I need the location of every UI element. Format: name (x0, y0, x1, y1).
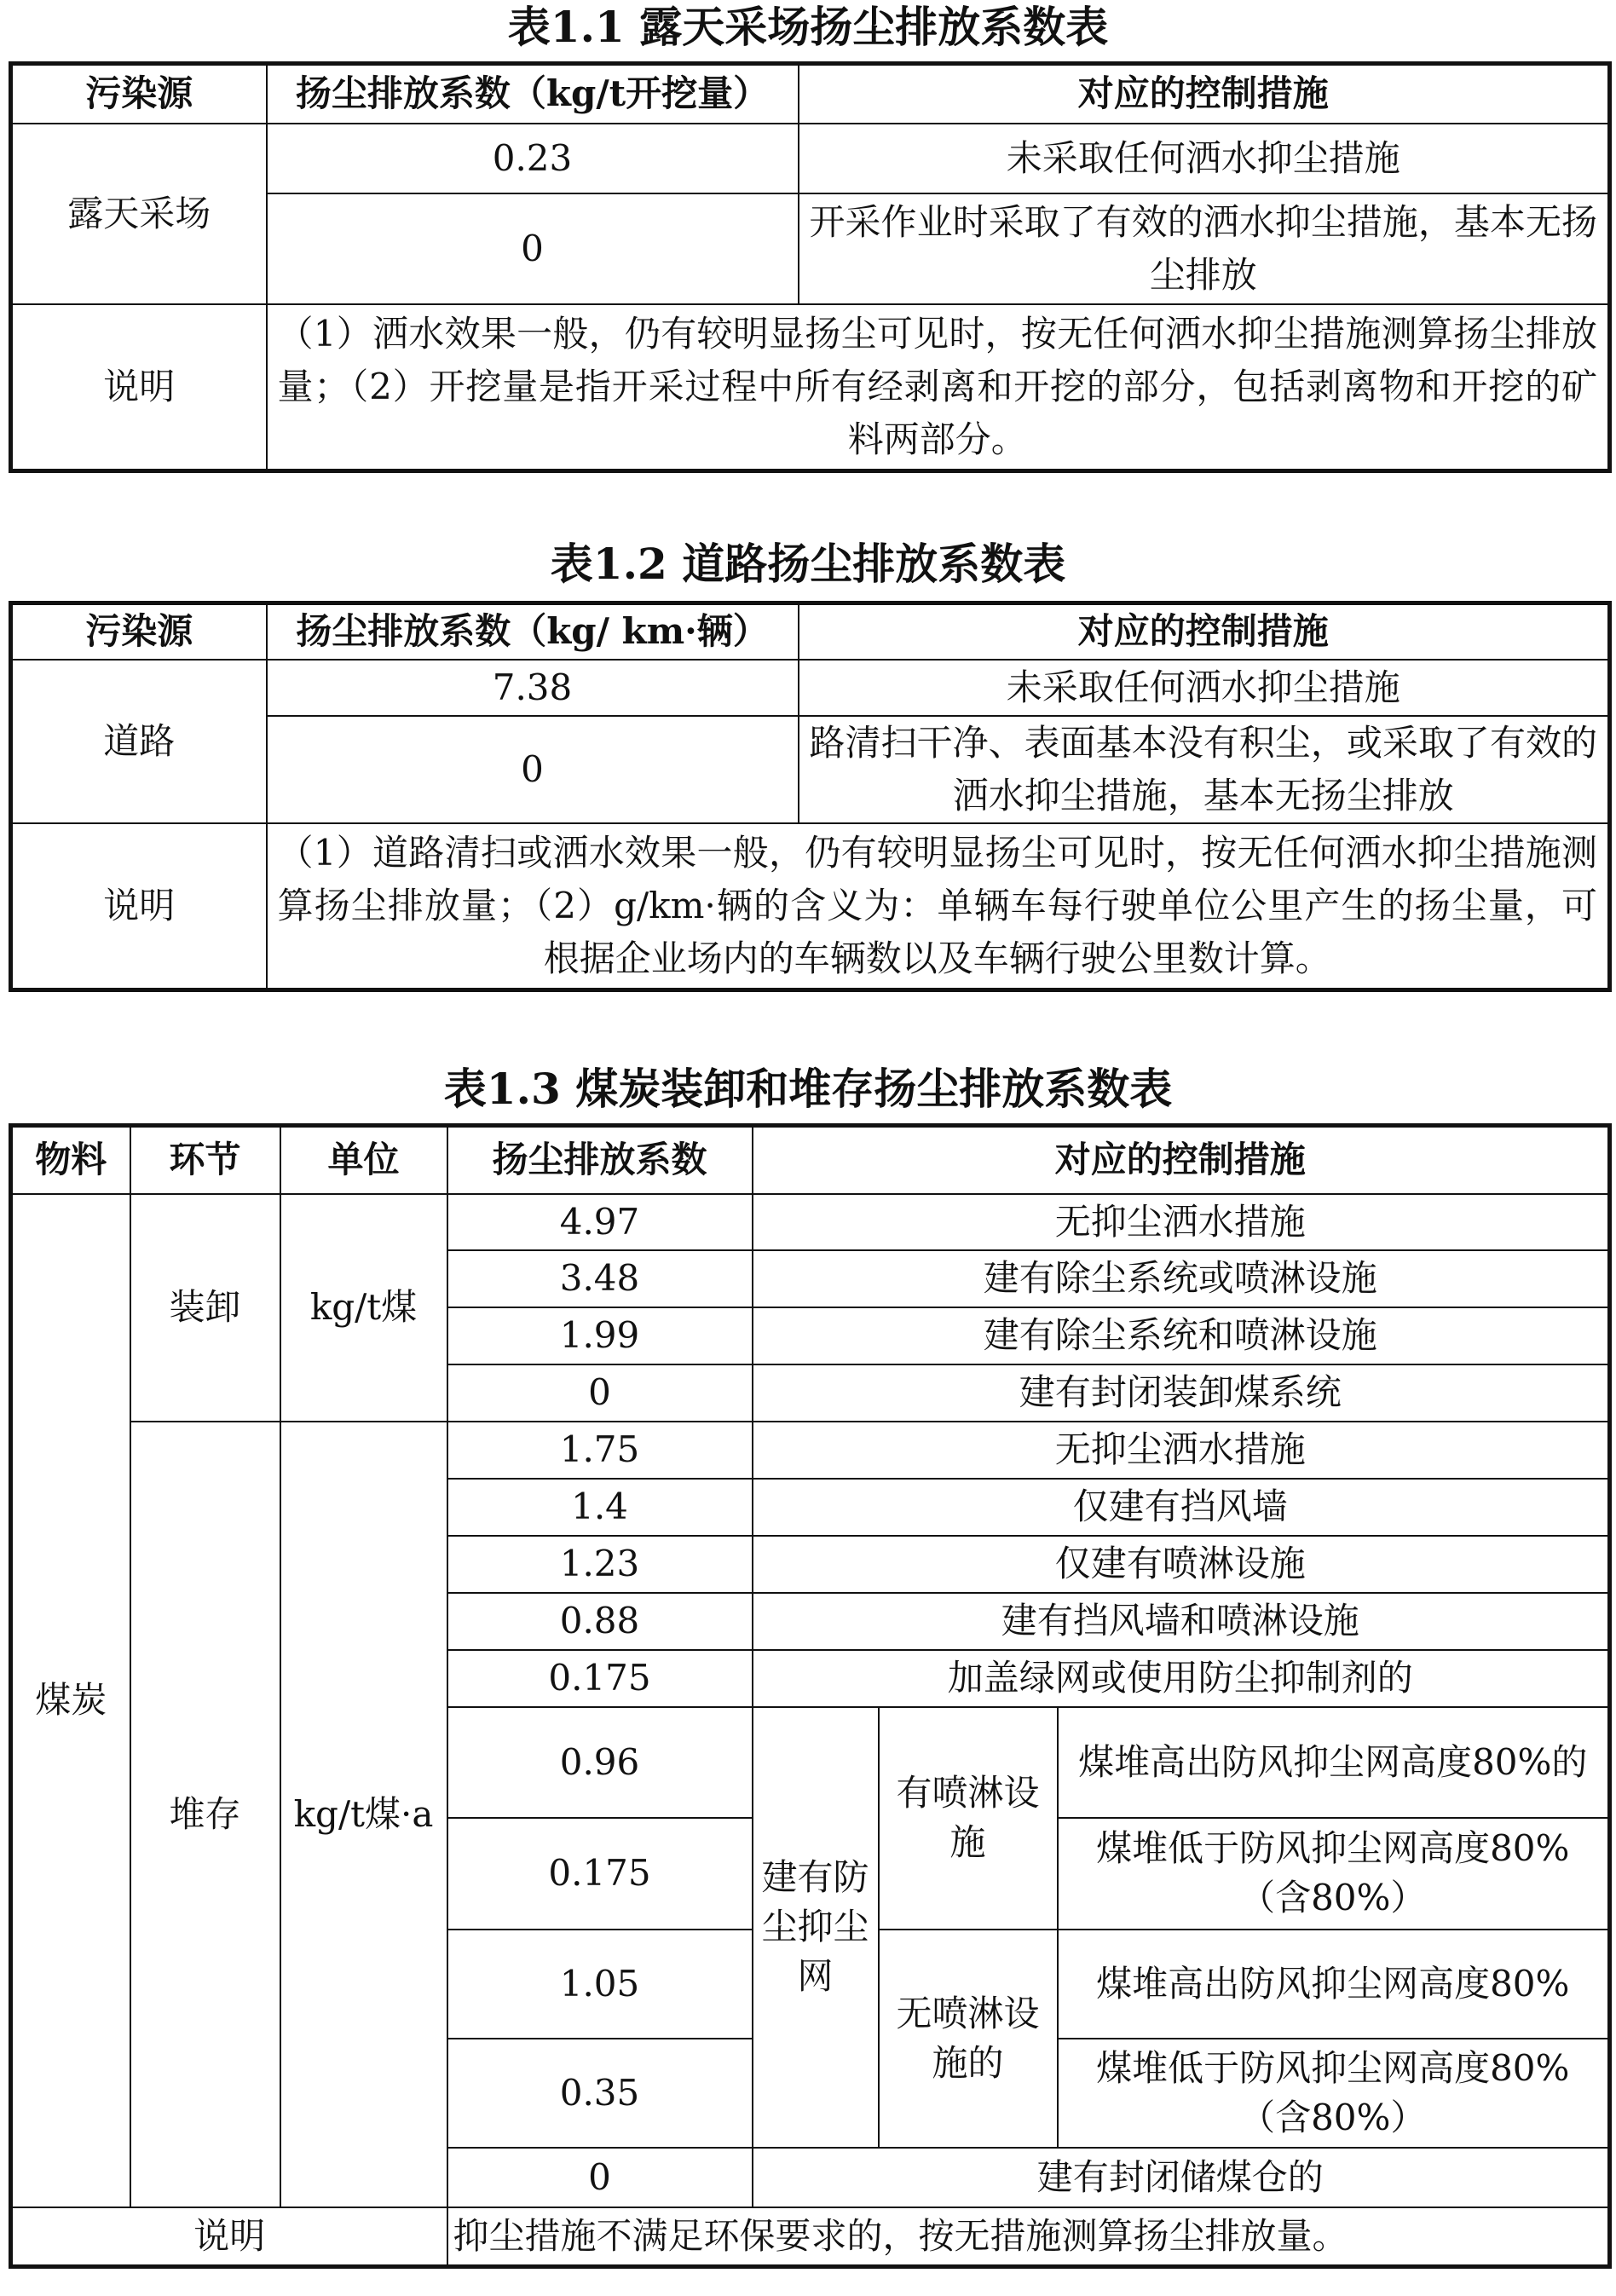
table2-value: 0 (267, 716, 799, 823)
table3-measure: 仅建有挡风墙 (753, 1479, 1610, 1536)
table3-net-label: 建有防尘抑尘网 (753, 1707, 879, 2148)
table2-note: （1）道路清扫或洒水效果一般，仍有较明显扬尘可见时，按无任何洒水抑尘措施测算扬尘排放量；（2）g/km·辆的含义为：单辆车每行驶单位公里产生的扬尘量，可根据企业场内的车辆数以及车辆行驶公里数计算。 (267, 823, 1610, 990)
table2-note-label: 说明 (11, 823, 267, 990)
table3-measure: 建有除尘系统和喷淋设施 (753, 1307, 1610, 1364)
table3-value: 0.96 (447, 1707, 753, 1818)
table3-unit-storage: kg/t煤·a (280, 1422, 447, 2207)
table3-measure: 无抑尘洒水措施 (753, 1422, 1610, 1479)
table3-value: 0.35 (447, 2039, 753, 2148)
table2 (9, 601, 1612, 992)
table1-measure: 开采作业时采取了有效的洒水抑尘措施，基本无扬尘排放 (799, 193, 1610, 304)
table2-measure: 未采取任何洒水抑尘措施 (799, 660, 1610, 716)
table3-header-material: 物料 (11, 1126, 130, 1194)
table3-value: 1.23 (447, 1536, 753, 1593)
table1-value: 0.23 (267, 124, 799, 193)
table3-stage-loading: 装卸 (130, 1194, 280, 1422)
table2-caption: 表1.2 道路扬尘排放系数表 (550, 539, 1066, 589)
table3-value: 0 (447, 1364, 753, 1422)
table2-header-source: 污染源 (11, 603, 267, 660)
table3-measure: 煤堆低于防风抑尘网高度80%（含80%） (1058, 2039, 1610, 2148)
table1-header-coefficient: 扬尘排放系数（kg/t开挖量） (267, 64, 799, 124)
table3-value: 0.175 (447, 1818, 753, 1930)
table3-value: 0.175 (447, 1650, 753, 1707)
table1-note-label: 说明 (11, 304, 267, 471)
table1 (9, 61, 1612, 473)
table2-header-measure: 对应的控制措施 (799, 603, 1610, 660)
table3-header-coefficient: 扬尘排放系数 (447, 1126, 753, 1194)
table3-measure: 建有除尘系统或喷淋设施 (753, 1250, 1610, 1307)
table3-measure: 煤堆高出防风抑尘网高度80%的 (1058, 1707, 1610, 1818)
table2-value: 7.38 (267, 660, 799, 716)
table3-stage-storage: 堆存 (130, 1422, 280, 2207)
table3-measure: 建有封闭储煤仓的 (753, 2148, 1610, 2207)
table3-note: 抑尘措施不满足环保要求的，按无措施测算扬尘排放量。 (447, 2207, 1610, 2267)
table2-source: 道路 (11, 660, 267, 823)
table3-material: 煤炭 (11, 1194, 130, 2207)
table3-value: 4.97 (447, 1194, 753, 1250)
table3-spray-label: 有喷淋设施 (879, 1707, 1058, 1930)
table3-value: 1.4 (447, 1479, 753, 1536)
table3-value: 1.99 (447, 1307, 753, 1364)
table3 (9, 1123, 1612, 2269)
table3-measure: 煤堆高出防风抑尘网高度80% (1058, 1930, 1610, 2039)
table3-value: 3.48 (447, 1250, 753, 1307)
table3-measure: 加盖绿网或使用防尘抑制剂的 (753, 1650, 1610, 1707)
table1-value: 0 (267, 193, 799, 304)
table1-header-source: 污染源 (11, 64, 267, 124)
table2-measure: 路清扫干净、表面基本没有积尘，或采取了有效的洒水抑尘措施，基本无扬尘排放 (799, 716, 1610, 823)
table2-header-coefficient: 扬尘排放系数（kg/ km·辆） (267, 603, 799, 660)
table3-value: 1.05 (447, 1930, 753, 2039)
table3-header-measure: 对应的控制措施 (753, 1126, 1610, 1194)
table3-unit-loading: kg/t煤 (280, 1194, 447, 1422)
table3-header-stage: 环节 (130, 1126, 280, 1194)
table3-measure: 建有挡风墙和喷淋设施 (753, 1593, 1610, 1650)
table1-note: （1）洒水效果一般，仍有较明显扬尘可见时，按无任何洒水抑尘措施测算扬尘排放量；（2）开挖量是指开采过程中所有经剥离和开挖的部分，包括剥离物和开挖的矿料两部分。 (267, 304, 1610, 471)
table3-measure: 仅建有喷淋设施 (753, 1536, 1610, 1593)
table3-nospray-label: 无喷淋设施的 (879, 1930, 1058, 2148)
table3-header-unit: 单位 (280, 1126, 447, 1194)
table1-source: 露天采场 (11, 124, 267, 304)
table3-caption: 表1.3 煤炭装卸和堆存扬尘排放系数表 (443, 1064, 1173, 1114)
table3-measure: 建有封闭装卸煤系统 (753, 1364, 1610, 1422)
table3-measure: 煤堆低于防风抑尘网高度80%（含80%） (1058, 1818, 1610, 1930)
table1-measure: 未采取任何洒水抑尘措施 (799, 124, 1610, 193)
table3-note-label: 说明 (11, 2207, 447, 2267)
table3-measure: 无抑尘洒水措施 (753, 1194, 1610, 1250)
table1-caption: 表1.1 露天采场扬尘排放系数表 (507, 2, 1109, 52)
table1-header-measure: 对应的控制措施 (799, 64, 1610, 124)
table3-value: 0.88 (447, 1593, 753, 1650)
table3-value: 1.75 (447, 1422, 753, 1479)
table3-value: 0 (447, 2148, 753, 2207)
